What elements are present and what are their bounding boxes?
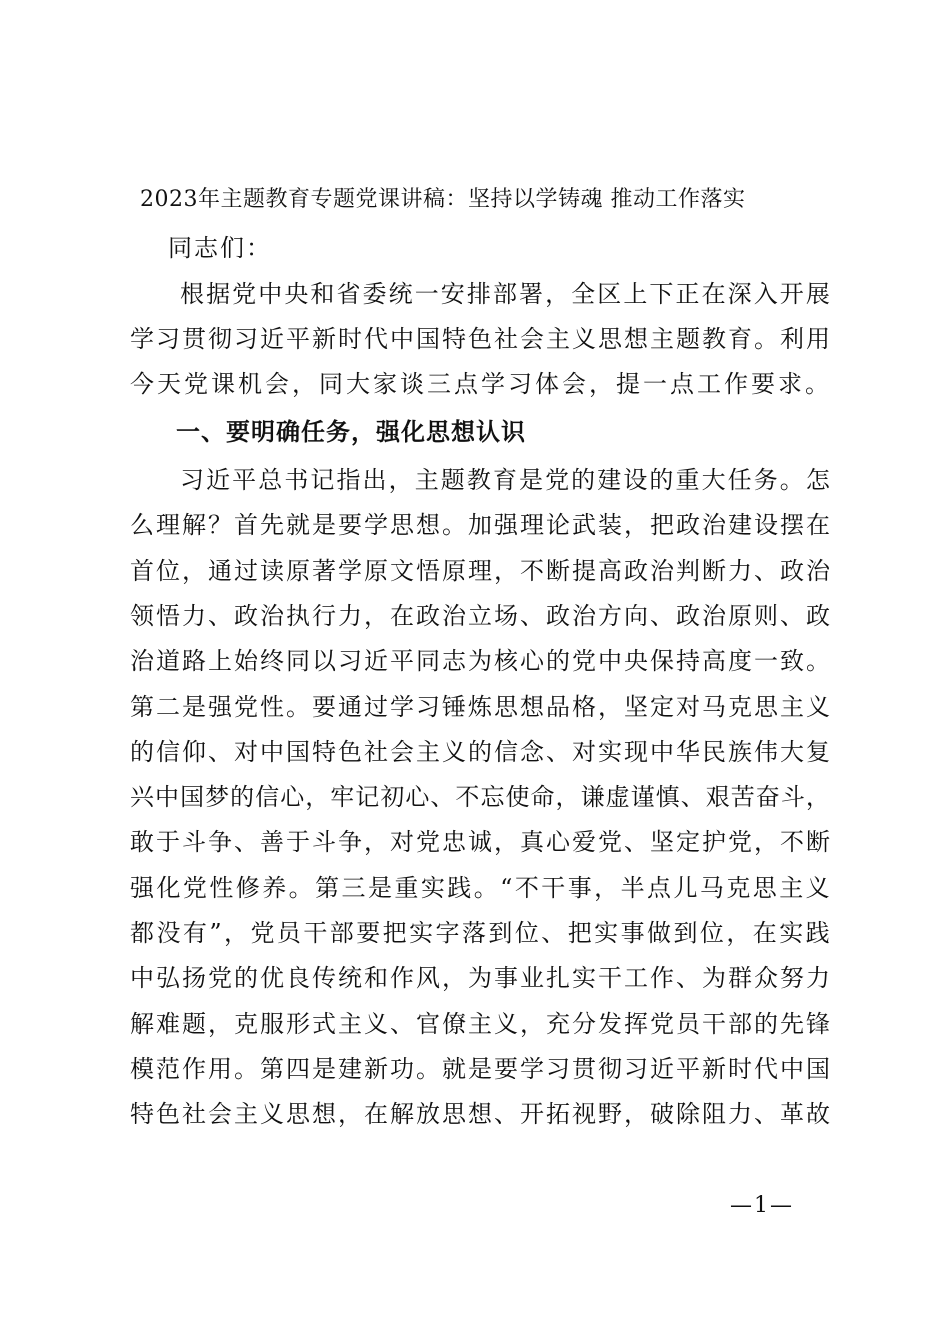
section-heading: 一、要明确任务，强化思想认识 <box>176 418 526 446</box>
text-line: 兴 中 国 梦 的 信 心 ， 牢 记 初 心 、 不 忘 使 命 ， 谦 虚 谨 慎 、 艰 苦 奋 斗 ， <box>130 783 830 812</box>
text-line: 领 悟 力 、 政 治 执 行 力 ， 在 政 治 立 场 、 政 治 方 向 、 政 治 原 则 、 政 <box>130 601 830 630</box>
text-line: 解 难 题 ， 克 服 形 式 主 义 、 官 僚 主 义 ， 充 分 发 挥 党 员 干 部 的 先 锋 <box>130 1009 830 1038</box>
page-number: —1— <box>730 1193 794 1218</box>
text-line: 根 据 党 中 央 和 省 委 统 一 安 排 部 署 ， 全 区 上 下 正 在 深 入 开 展 <box>180 280 830 308</box>
text-line: 强 化 党 性 修 养 。 第 三 是 重 实 践 。 “ 不 干 事 ， 半 点 儿 马 克 思 主 义 <box>130 873 830 902</box>
document-title: 2023年主题教育专题党课讲稿：坚持以学铸魂 推动工作落实 <box>140 187 746 212</box>
text-line: 特 色 社 会 主 义 思 想 ， 在 解 放 思 想 、 开 拓 视 野 ， 破 除 阻 力 、 革 故 <box>130 1100 830 1129</box>
text-line: 习 近 平 总 书 记 指 出 ， 主 题 教 育 是 党 的 建 设 的 重 大 任 务 。 怎 <box>180 466 830 494</box>
text-line: 中 弘 扬 党 的 优 良 传 统 和 作 风 ， 为 事 业 扎 实 干 工 作 、 为 群 众 努 力 <box>130 964 830 993</box>
text-line: 治 道 路 上 始 终 同 以 习 近 平 同 志 为 核 心 的 党 中 央 保 持 高 度 一 致 。 <box>130 647 830 676</box>
text-line: 学 习 贯 彻 习 近 平 新 时 代 中 国 特 色 社 会 主 义 思 想 主 题 教 育 。 利 用 <box>130 325 830 353</box>
salutation: 同志们： <box>168 234 272 262</box>
text-line: 首 位 ， 通 过 读 原 著 学 原 文 悟 原 理 ， 不 断 提 高 政 治 判 断 力 、 政 治 <box>130 556 830 585</box>
text-line: 第 二 是 强 党 性 。 要 通 过 学 习 锤 炼 思 想 品 格 ， 坚 定 对 马 克 思 主 义 <box>130 692 830 721</box>
text-line: 今天党课机会，同大家谈三点学习体会，提一点工作要求。 <box>130 370 832 398</box>
text-line: 敢 于 斗 争 、 善 于 斗 争 ， 对 党 忠 诚 ， 真 心 爱 党 、 坚 定 护 党 ， 不 断 <box>130 828 830 857</box>
text-line: 的 信 仰 、 对 中 国 特 色 社 会 主 义 的 信 念 、 对 实 现 中 华 民 族 伟 大 复 <box>130 737 830 766</box>
text-line: 模 范 作 用 。 第 四 是 建 新 功 。 就 是 要 学 习 贯 彻 习 近 平 新 时 代 中 国 <box>130 1054 830 1083</box>
text-line: 都 没 有 ” ， 党 员 干 部 要 把 实 字 落 到 位 、 把 实 事 做 到 位 ， 在 实 践 <box>130 919 830 947</box>
text-line: 么 理 解 ？ 首 先 就 是 要 学 思 想 。 加 强 理 论 武 装 ， 把 政 治 建 设 摆 在 <box>130 511 830 540</box>
